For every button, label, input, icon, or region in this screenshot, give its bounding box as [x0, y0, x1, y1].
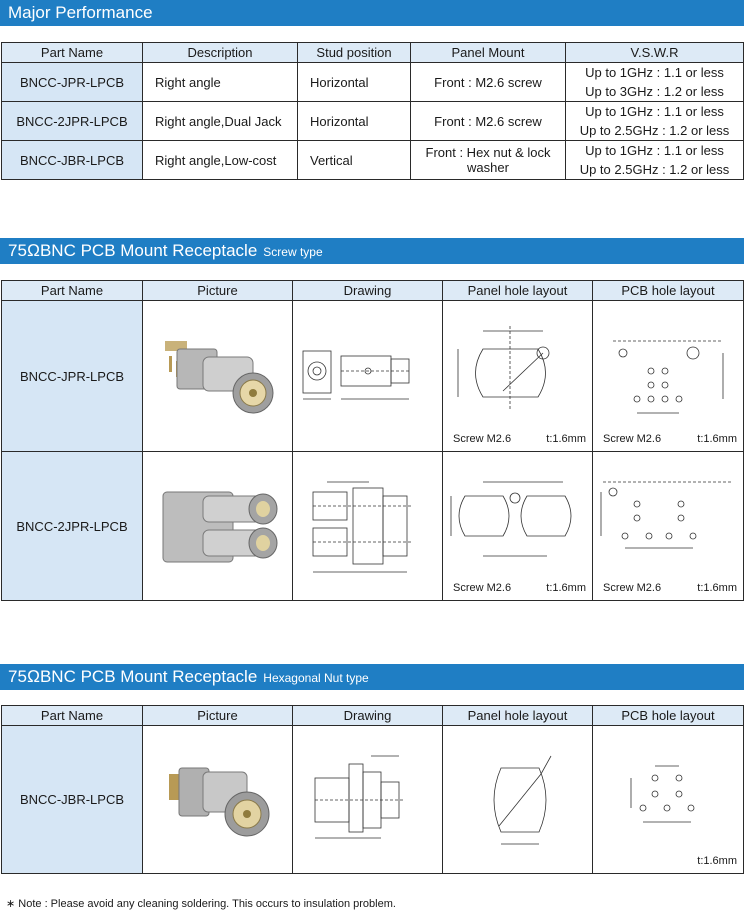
pcb-thickness-caption: t:1.6mm [697, 582, 737, 594]
header-picture: Picture [143, 281, 293, 301]
panel-hole-diagram [443, 726, 593, 873]
vswr-line-2: Up to 2.5GHz : 1.2 or less [579, 162, 730, 177]
screw-type-table [1, 280, 744, 601]
picture-cell [143, 301, 293, 452]
section-subtitle: Screw type [263, 245, 323, 259]
panel-mount-cell: Front : M2.6 screw [411, 102, 566, 141]
header-panel-mount: Panel Mount [411, 43, 566, 63]
table-row [2, 102, 744, 141]
panel-hole-diagram [443, 452, 593, 600]
header-panel-hole-layout: Panel hole layout [443, 706, 593, 726]
vswr-line-1: Up to 1GHz : 1.1 or less [585, 65, 724, 80]
pcb-thickness-caption: t:1.6mm [697, 855, 737, 867]
header-picture: Picture [143, 706, 293, 726]
header-drawing: Drawing [293, 281, 443, 301]
panel-mount-cell: Front : Hex nut & lock washer [411, 141, 566, 180]
drawing-cell [293, 301, 443, 452]
stud-position-cell: Horizontal [298, 102, 411, 141]
pcb-hole-diagram [593, 301, 744, 451]
vswr-cell [566, 102, 744, 141]
hex-nut-type-banner [0, 664, 744, 690]
drawing-cell [293, 726, 443, 874]
header-stud-position: Stud position [298, 43, 411, 63]
hex-nut-type-table [1, 705, 744, 874]
pcb-screw-caption: Screw M2.6 [603, 582, 662, 594]
header-description: Description [143, 43, 298, 63]
section-title: 75ΩBNC PCB Mount Receptacle [8, 667, 258, 686]
header-part-name: Part Name [2, 706, 143, 726]
header-drawing: Drawing [293, 706, 443, 726]
panel-thickness-caption: t:1.6mm [546, 433, 586, 445]
stud-position-cell: Vertical [298, 141, 411, 180]
panel-hole-cell [443, 452, 593, 601]
header-vswr: V.S.W.R [566, 43, 744, 63]
pcb-thickness-caption: t:1.6mm [697, 433, 737, 445]
technical-drawing [293, 452, 443, 600]
picture-cell [143, 726, 293, 874]
table-row [2, 141, 744, 180]
panel-thickness-caption: t:1.6mm [546, 582, 586, 594]
cleaning-note: ∗ Note : Please avoid any cleaning soldering. This occurs to insulation problem. [6, 898, 396, 910]
part-name-cell: BNCC-2JPR-LPCB [2, 102, 143, 141]
panel-screw-caption: Screw M2.6 [453, 433, 512, 445]
section-title: 75ΩBNC PCB Mount Receptacle [8, 241, 258, 260]
pcb-hole-cell [593, 301, 744, 452]
major-performance-table [1, 42, 744, 180]
description-cell: Right angle,Low-cost [143, 141, 298, 180]
screw-type-banner [0, 238, 744, 264]
section-subtitle: Hexagonal Nut type [263, 671, 369, 685]
table-row [2, 301, 744, 452]
stud-position-cell: Horizontal [298, 63, 411, 102]
part-name-cell: BNCC-JBR-LPCB [2, 141, 143, 180]
header-pcb-hole-layout: PCB hole layout [593, 706, 744, 726]
part-name-cell: BNCC-2JPR-LPCB [2, 452, 143, 601]
vswr-cell [566, 141, 744, 180]
panel-hole-diagram [443, 301, 593, 451]
technical-drawing [293, 301, 443, 451]
description-cell: Right angle [143, 63, 298, 102]
picture-cell [143, 452, 293, 601]
drawing-cell [293, 452, 443, 601]
panel-hole-cell [443, 726, 593, 874]
technical-drawing [293, 726, 443, 873]
part-name-cell: BNCC-JPR-LPCB [2, 63, 143, 102]
pcb-hole-diagram [593, 452, 744, 600]
table-header-row [2, 281, 744, 301]
pcb-hole-cell [593, 452, 744, 601]
header-part-name: Part Name [2, 43, 143, 63]
table-row [2, 63, 744, 102]
pcb-hole-diagram [593, 726, 744, 873]
part-name-cell: BNCC-JBR-LPCB [2, 726, 143, 874]
connector-photo [143, 301, 293, 451]
vswr-line-1: Up to 1GHz : 1.1 or less [585, 143, 724, 158]
panel-screw-caption: Screw M2.6 [453, 582, 512, 594]
table-row [2, 726, 744, 874]
vswr-line-2: Up to 3GHz : 1.2 or less [585, 84, 724, 99]
table-header-row [2, 43, 744, 63]
vswr-cell [566, 63, 744, 102]
table-row [2, 452, 744, 601]
major-performance-banner [0, 0, 744, 26]
panel-mount-cell: Front : M2.6 screw [411, 63, 566, 102]
header-panel-hole-layout: Panel hole layout [443, 281, 593, 301]
table-header-row [2, 706, 744, 726]
connector-photo [143, 726, 293, 873]
panel-hole-cell [443, 301, 593, 452]
section-title: Major Performance [8, 3, 153, 22]
header-pcb-hole-layout: PCB hole layout [593, 281, 744, 301]
description-cell: Right angle,Dual Jack [143, 102, 298, 141]
header-part-name: Part Name [2, 281, 143, 301]
part-name-cell: BNCC-JPR-LPCB [2, 301, 143, 452]
pcb-hole-cell [593, 726, 744, 874]
pcb-screw-caption: Screw M2.6 [603, 433, 662, 445]
connector-photo [143, 452, 293, 600]
vswr-line-2: Up to 2.5GHz : 1.2 or less [579, 123, 730, 138]
vswr-line-1: Up to 1GHz : 1.1 or less [585, 104, 724, 119]
